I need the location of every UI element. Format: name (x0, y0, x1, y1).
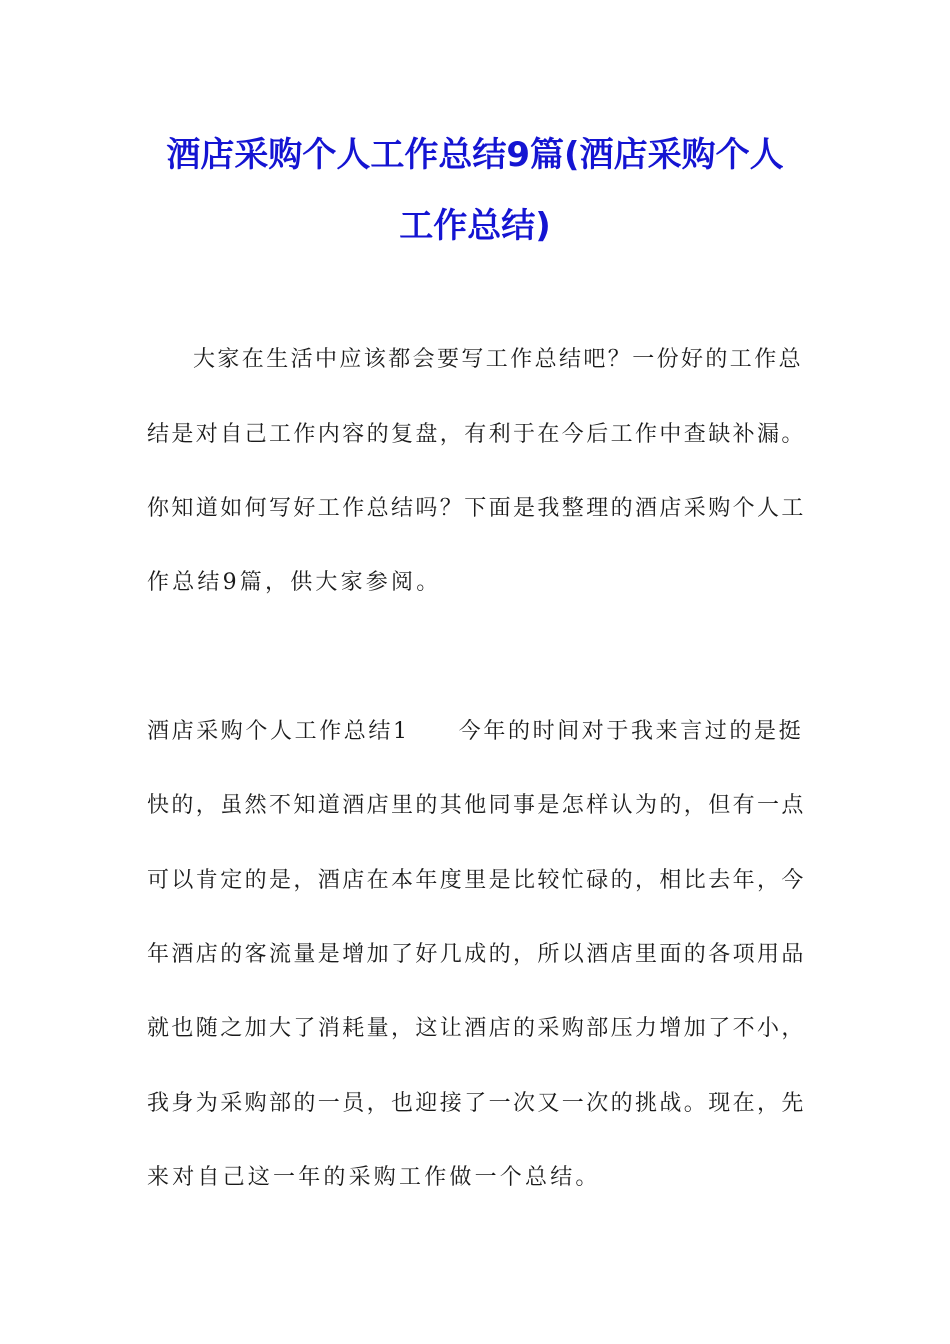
intro-line-3: 你知道如何写好工作总结吗？下面是我整理的酒店采购个人工 (147, 496, 806, 521)
section1-line-5: 就也随之加大了消耗量，这让酒店的采购部压力增加了不小， (147, 1016, 806, 1041)
intro-line-2: 结是对自己工作内容的复盘，有利于在今后工作中查缺补漏。 (147, 422, 806, 447)
document-title-line-1: 酒店采购个人工作总结9篇(酒店采购个人 (166, 135, 784, 175)
intro-line-4: 作总结9篇，供大家参阅。 (147, 570, 442, 595)
section1-line-6: 我身为采购部的一员，也迎接了一次又一次的挑战。现在，先 (147, 1091, 806, 1116)
section1-line-1: 酒店采购个人工作总结1 今年的时间对于我来言过的是挺 (147, 719, 804, 744)
section1-line-2: 快的，虽然不知道酒店里的其他同事是怎样认为的，但有一点 (147, 793, 806, 818)
section1-line-4: 年酒店的客流量是增加了好几成的，所以酒店里面的各项用品 (147, 942, 806, 967)
section1-line-7: 来对自己这一年的采购工作做一个总结。 (147, 1165, 601, 1190)
document-title-line-2: 工作总结) (399, 206, 551, 246)
section1-line-3: 可以肯定的是，酒店在本年度里是比较忙碌的，相比去年，今 (147, 868, 806, 893)
intro-line-1: 大家在生活中应该都会要写工作总结吧？一份好的工作总 (193, 347, 804, 372)
